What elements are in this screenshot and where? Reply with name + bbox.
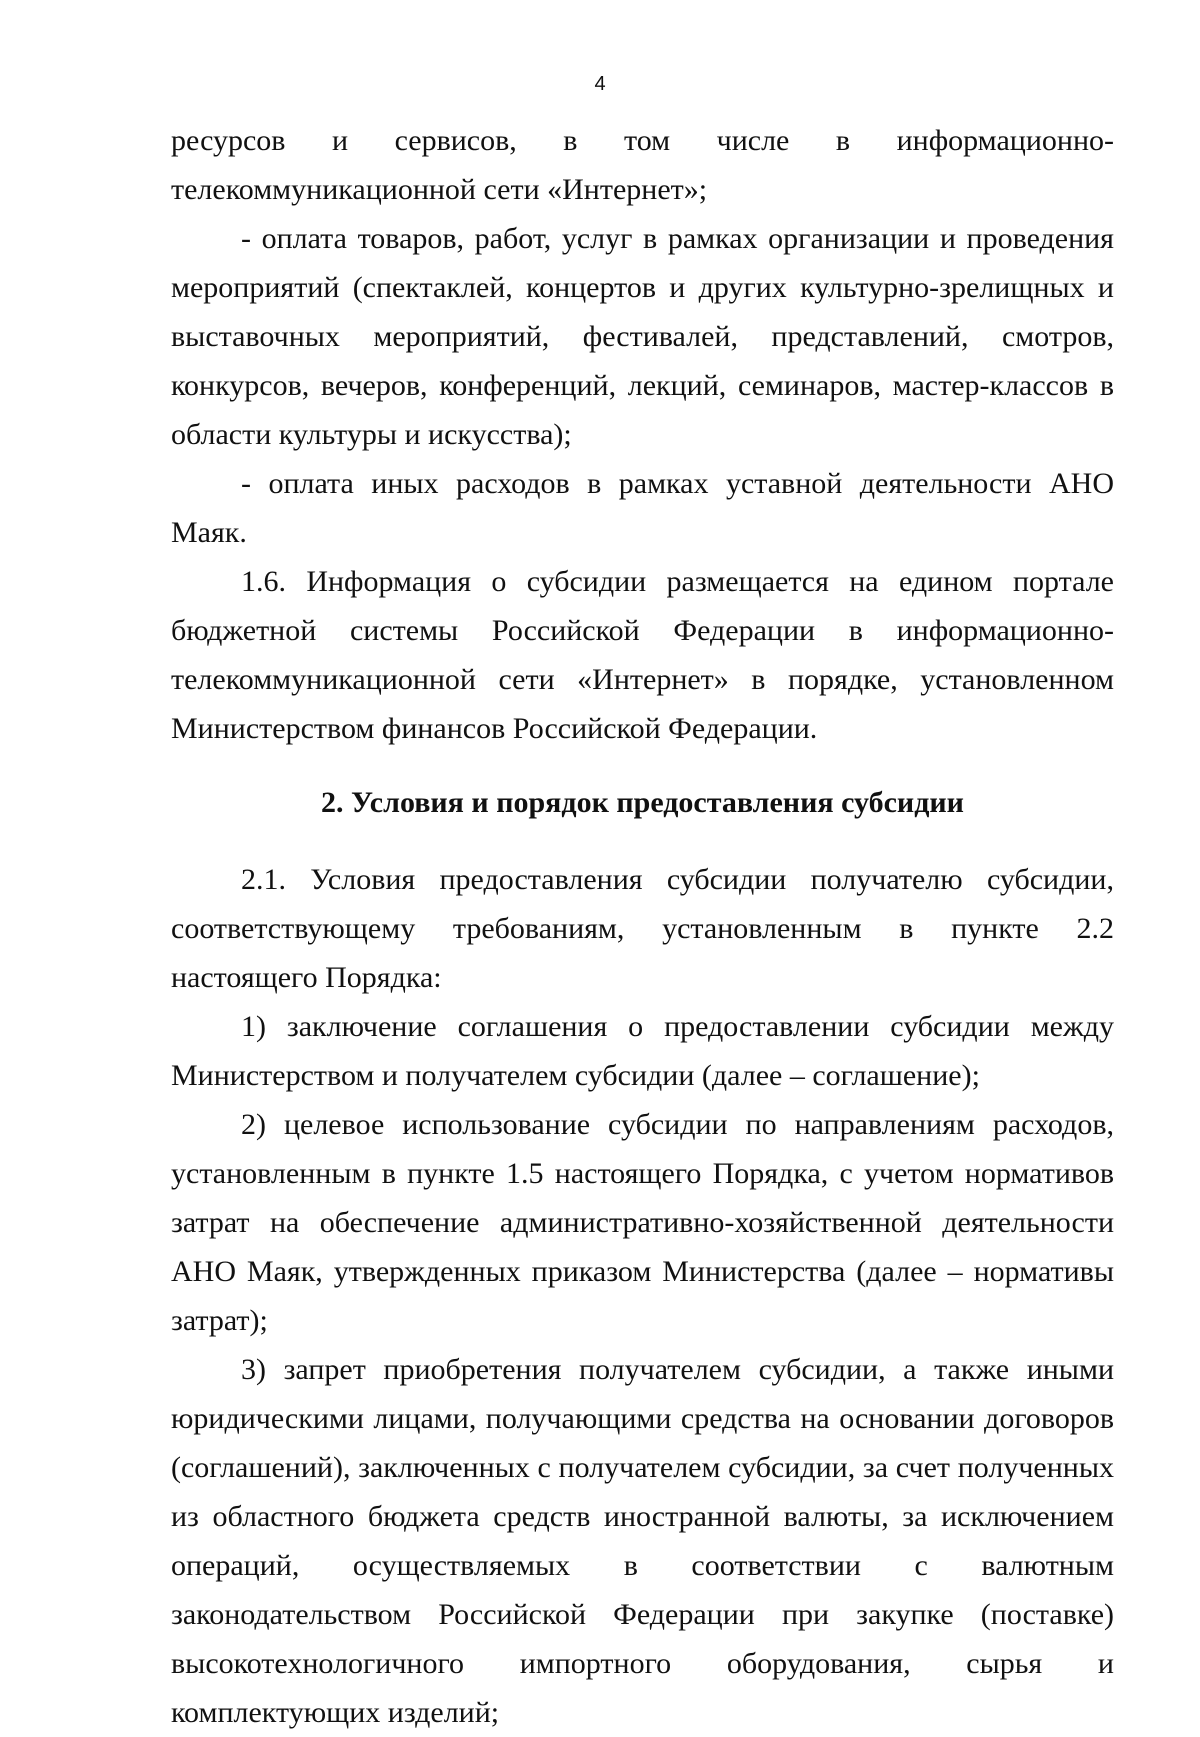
paragraph-payment-other: - оплата иных расходов в рамках уставной деятельности АНО Маяк. — [171, 467, 1114, 549]
document-body — [171, 116, 1114, 1737]
paragraph-1-6: 1.6. Информация о субсидии размещается на едином портале бюджетной системы Российской Федерации в информационно-телекоммуникационной сети «Интернет» в порядке, установленном Министерством финансов Российской Федерации. — [171, 565, 1114, 745]
paragraph-2-1: 2.1. Условия предоставления субсидии получателю субсидии, соответствующему требованиям, установленным в пункте 2.2 настоящего Порядка: — [171, 863, 1114, 994]
page-number: 4 — [594, 73, 606, 95]
paragraph-item-1: 1) заключение соглашения о предоставлении субсидии между Министерством и получателем субсидии (далее – соглашение); — [171, 1010, 1114, 1092]
paragraph-item-3: 3) запрет приобретения получателем субсидии, а также иными юридическими лицами, получающими средства на основании договоров (соглашений), заключенных с получателем субсидии, за счет полученных из областного бюджета средств иностранной валюты, за исключением операций, осуществляемых в соответствии с валютным законодательством Российской Федерации при закупке (поставке) высокотехнологичного импортного оборудования, сырья и комплектующих изделий; — [171, 1353, 1114, 1729]
section-heading: 2. Условия и порядок предоставления субсидии — [321, 786, 964, 819]
paragraph-payment-goods: - оплата товаров, работ, услуг в рамках организации и проведения мероприятий (спектаклей, концертов и других культурно-зрелищных и выставочных мероприятий, фестивалей, представлений, смотров, конкурсов, вечеров, конференций, лекций, семинаров, мастер-классов в области культуры и искусства); — [171, 222, 1114, 451]
paragraph-continuation: ресурсов и сервисов, в том числе в информационно-телекоммуникационной сети «Интернет»; — [171, 124, 1114, 206]
paragraph-item-2: 2) целевое использование субсидии по направлениям расходов, установленным в пункте 1.5 настоящего Порядка, с учетом нормативов затрат на обеспечение административно-хозяйственной деятельности АНО Маяк, утвержденных приказом Министерства (далее – нормативы затрат); — [171, 1108, 1114, 1337]
